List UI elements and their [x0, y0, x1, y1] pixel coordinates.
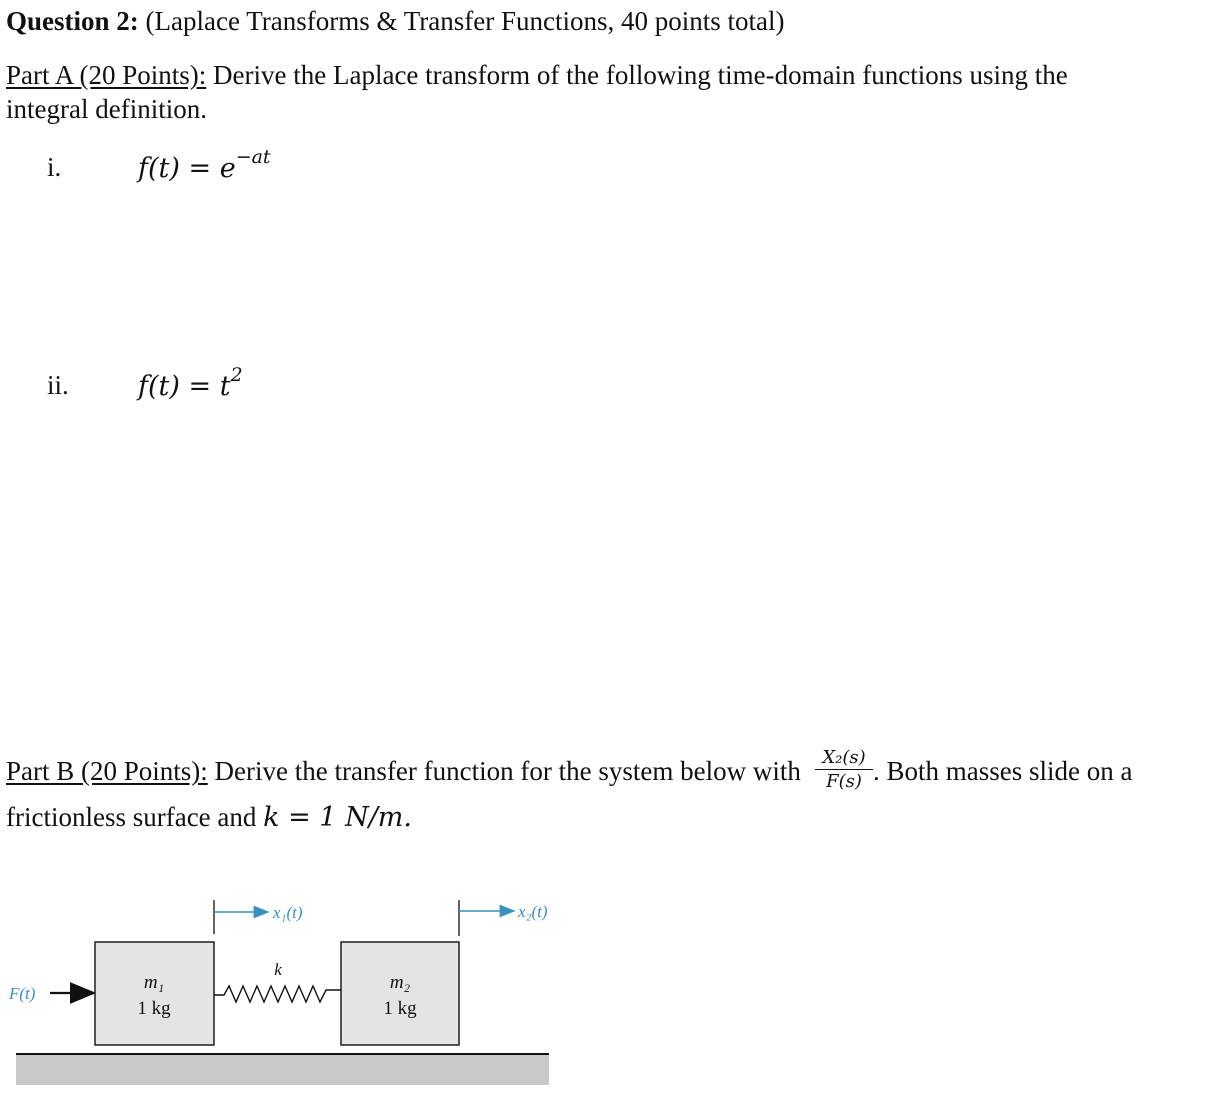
fraction-numerator: X₂(s)	[815, 747, 873, 770]
item-i-lhs: f(t) = e	[138, 153, 236, 184]
part-a-label: Part A (20 Points):	[6, 60, 207, 90]
mass-2-name: m₂	[389, 972, 411, 993]
item-i-exponent: −at	[235, 146, 271, 168]
mass-1-name: m₁	[143, 972, 165, 993]
transfer-fraction	[815, 747, 873, 792]
part-b-line1-left	[6, 756, 801, 787]
item-ii-exponent: 2	[230, 364, 243, 386]
mass-2-block	[341, 942, 459, 1045]
question-label: Question 2:	[6, 6, 139, 36]
mass-spring-diagram	[0, 890, 600, 1100]
item-ii-number: ii.	[47, 370, 69, 400]
item-i-equation	[138, 146, 271, 184]
part-b-line2	[6, 802, 412, 833]
mass-1-block	[95, 942, 214, 1045]
x2-label: x₂(t)	[518, 902, 548, 921]
part-b-label: Part B (20 Points):	[6, 756, 208, 786]
part-b-line2-text: frictionless surface and	[6, 802, 264, 832]
item-ii-equation	[138, 364, 243, 402]
question-subtitle: (Laplace Transforms & Transfer Functions, 40 points total)	[138, 6, 785, 36]
part-a-line2	[6, 94, 207, 125]
part-b-text-before: Derive the transfer function for the system below with	[207, 756, 801, 786]
spring	[214, 986, 341, 1002]
spring-label: k	[274, 960, 282, 979]
mass-2-value: 1 kg	[383, 998, 417, 1019]
question-header	[6, 6, 784, 37]
ground	[16, 1055, 549, 1085]
force-label: F(t)	[9, 984, 36, 1003]
fraction-denominator: F(s)	[826, 771, 862, 792]
item-i-number: i.	[47, 152, 62, 182]
part-a-text-2: integral definition.	[6, 94, 207, 124]
part-b-text-after: . Both masses slide on a	[873, 756, 1133, 786]
part-b-line2-math: k = 1 N/m.	[263, 802, 412, 833]
part-a-line1	[6, 60, 1068, 91]
x1-label: x₁(t)	[273, 903, 303, 922]
mass-1-value: 1 kg	[137, 998, 171, 1019]
item-ii-lhs: f(t) = t	[138, 371, 231, 402]
part-a-text-1: Derive the Laplace transform of the following time-domain functions using the	[206, 60, 1068, 90]
part-b-line1-right	[873, 756, 1132, 787]
